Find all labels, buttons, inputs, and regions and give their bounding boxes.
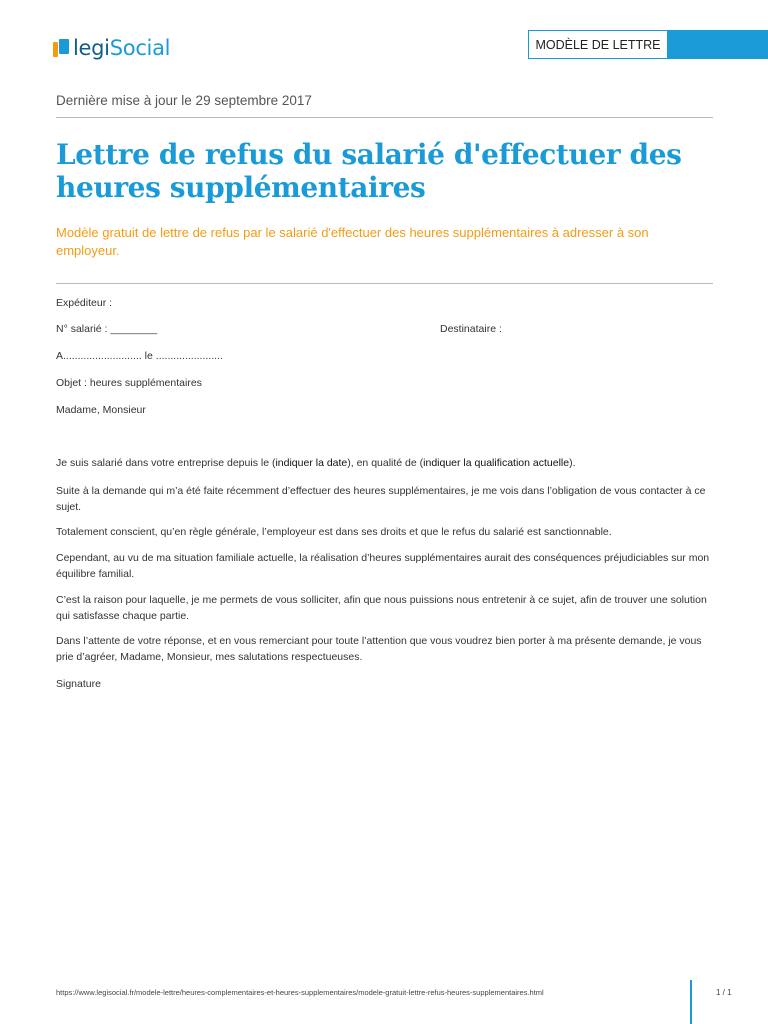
divider-top	[56, 117, 713, 118]
place-date-field: A........................... le .......................	[56, 350, 223, 362]
logo-text-legi: legi	[73, 36, 110, 60]
p1-text-e: ).	[569, 457, 576, 469]
paragraph-1	[56, 455, 716, 471]
logo-icon	[53, 39, 69, 57]
paragraph-2: Suite à la demande qui m’a été faite récemment d’effectuer des heures supplémentaires, je me vois dans l’obligation de vous contacter à ce sujet.	[56, 485, 706, 513]
divider-content	[56, 283, 713, 284]
recipient-field: Destinataire :	[440, 323, 502, 335]
document-type-badge: MODÈLE DE LETTRE	[528, 30, 668, 59]
logo-text	[73, 36, 170, 60]
subject-line: Objet : heures supplémentaires	[56, 377, 202, 389]
p1-text-a: Je suis salarié dans votre entreprise depuis le (	[56, 457, 276, 469]
paragraph-3: Totalement conscient, qu’en règle générale, l’employeur est dans ses droits et que le refus du salarié est sanctionnable.	[56, 526, 612, 538]
page-subtitle: Modèle gratuit de lettre de refus par le salarié d'effectuer des heures supplémentaires à adresser à son employeur.	[56, 225, 649, 258]
legisocial-logo[interactable]	[53, 36, 170, 60]
paragraph-5: C’est la raison pour laquelle, je me permets de vous solliciter, afin que nous puissions nous entretenir à ce sujet, afin de trouver une solution qui satisfasse chaque partie.	[56, 594, 707, 622]
footer-url-link[interactable]: https://www.legisocial.fr/modele-lettre/heures-complementaires-et-heures-supplementaires/modele-gratuit-lettre-refus-heures-supplementaires.html	[56, 988, 544, 997]
salutation: Madame, Monsieur	[56, 404, 146, 416]
page-title: Lettre de refus du salarié d'effectuer des heures supplémentaires	[56, 138, 682, 204]
logo-text-social: Social	[109, 36, 171, 60]
last-updated: Dernière mise à jour le 29 septembre 2017	[56, 93, 312, 108]
signature-label: Signature	[56, 678, 101, 690]
paragraph-6: Dans l’attente de votre réponse, et en vous remerciant pour toute l’attention que vous voudrez bien porter à ma présente demande, je vous prie d’agréer, Madame, Monsieur, mes salutations respectueuses.	[56, 635, 702, 663]
placeholder-date: indiquer la date	[275, 457, 348, 469]
employee-number-field: N° salarié : ________	[56, 323, 158, 335]
sender-field: Expéditeur :	[56, 297, 113, 309]
header-accent-bar	[668, 30, 768, 59]
placeholder-qualification: indiquer la qualification actuelle	[423, 457, 570, 469]
footer-divider	[690, 980, 692, 1024]
paragraph-4: Cependant, au vu de ma situation familiale actuelle, la réalisation d’heures supplémentaires aurait des conséquences préjudiciables sur mon équilibre familial.	[56, 552, 710, 580]
p1-text-c: ), en qualité de (	[347, 457, 424, 469]
page-number: 1 / 1	[716, 988, 732, 997]
